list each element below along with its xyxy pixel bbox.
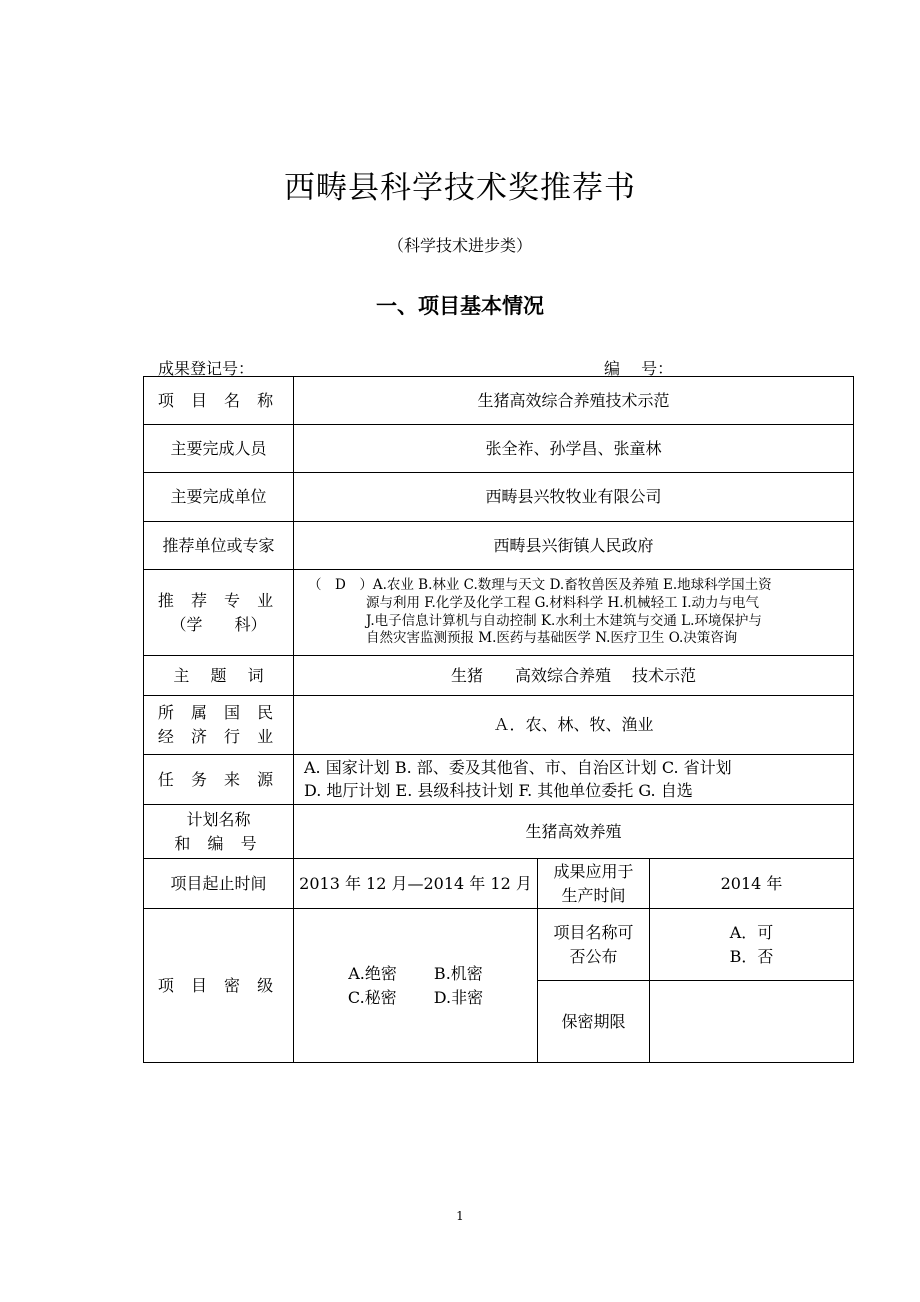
application-time-label-line1: 成果应用于 (553, 861, 634, 881)
main-people-label: 主要完成人员 (144, 425, 294, 473)
task-source-line2: D. 地厅计划 E. 县级科技计划 F. 其他单位委托 G. 自选 (304, 780, 693, 800)
row-major (144, 570, 854, 656)
document-title: 西畴县科学技术奖推荐书 (284, 170, 636, 206)
task-source-label: 任 务 来 源 (144, 755, 294, 805)
main-people-value[interactable]: 张全祚、孙学昌、张童林 (294, 425, 854, 473)
recommender-label: 推荐单位或专家 (144, 522, 294, 570)
major-label-line2: （学 科） (170, 614, 267, 634)
major-label-line1: 推 荐 专 业 (157, 590, 280, 610)
project-name-value[interactable]: 生猪高效综合养殖技术示范 (294, 377, 854, 425)
row-project-name (144, 377, 854, 425)
public-label-line2: 否公布 (569, 946, 618, 966)
project-info-table (143, 376, 854, 1063)
recommender-value[interactable]: 西畴县兴街镇人民政府 (294, 522, 854, 570)
registration-number-label: 成果登记号： (158, 359, 255, 378)
project-name-label: 项 目 名 称 (144, 377, 294, 425)
public-option-yes: A．可 (729, 922, 774, 942)
document-subtitle: （科学技术进步类） (387, 236, 532, 255)
application-time-label (538, 859, 650, 909)
row-main-people (144, 425, 854, 473)
secrecy-options-line1: A.绝密 B.机密 (348, 963, 483, 983)
section-heading: 一、项目基本情况 (376, 294, 544, 318)
secrecy-term-value[interactable] (650, 981, 854, 1063)
public-label (538, 909, 650, 981)
main-units-label: 主要完成单位 (144, 473, 294, 522)
industry-label-line1: 所 属 国 民 (157, 703, 280, 722)
row-industry (144, 696, 854, 755)
main-units-value[interactable]: 西畴县兴牧牧业有限公司 (294, 473, 854, 522)
row-task-source (144, 755, 854, 805)
major-options-line3: J.电子信息计算机与自动控制 K.水利土木建筑与交通 L.环境保护与 (366, 612, 762, 629)
page-number: 1 (456, 1209, 464, 1223)
row-recommender (144, 522, 854, 570)
public-option-no: B．否 (729, 946, 774, 966)
public-options[interactable] (650, 909, 854, 981)
period-label: 项目起止时间 (144, 859, 294, 909)
plan-label-line2: 和 编 号 (174, 833, 263, 853)
secrecy-label: 项 目 密 级 (144, 909, 294, 1063)
secrecy-options-line2: C.秘密 D.非密 (347, 987, 484, 1007)
secrecy-options[interactable] (294, 909, 538, 1063)
serial-number-label: 编 号： (604, 359, 674, 378)
major-options-line4: 自然灾害监测预报 M.医药与基础医学 N.医疗卫生 O.决策咨询 (366, 630, 738, 647)
row-period (144, 859, 854, 909)
major-options-line1: （ D ）A.农业 B.林业 C.数理与天文 D.畜牧兽医及养殖 E.地球科学国土资 (308, 576, 772, 593)
plan-label-line1: 计划名称 (186, 809, 251, 829)
plan-label (144, 805, 294, 859)
application-time-value[interactable]: 2014 年 (650, 859, 854, 909)
major-options-line2: 源与利用 F.化学及化学工程 G.材料科学 H.机械轻工 I.动力与电气 (366, 594, 760, 611)
plan-value[interactable]: 生猪高效养殖 (294, 805, 854, 859)
task-source-line1: A. 国家计划 B. 部、委及其他省、市、自治区计划 C. 省计划 (304, 758, 732, 778)
task-source-options[interactable] (294, 755, 854, 805)
period-value[interactable]: 2013 年 12 月—2014 年 12 月 (294, 859, 538, 909)
row-secrecy-top (144, 909, 854, 981)
application-time-label-line2: 生产时间 (561, 885, 626, 905)
major-options[interactable] (294, 570, 854, 656)
keywords-value[interactable]: 生猪 高效综合养殖 技术示范 (294, 656, 854, 696)
row-main-units (144, 473, 854, 522)
industry-label-line2: 经 济 行 业 (157, 727, 280, 746)
secrecy-term-label: 保密期限 (538, 981, 650, 1063)
row-keywords (144, 656, 854, 696)
major-label (144, 570, 294, 656)
industry-label (144, 696, 294, 755)
row-plan (144, 805, 854, 859)
keywords-label: 主 题 词 (144, 656, 294, 696)
industry-value[interactable]: Ａ．农、林、牧、渔业 (294, 696, 854, 755)
public-label-line1: 项目名称可 (553, 922, 634, 942)
